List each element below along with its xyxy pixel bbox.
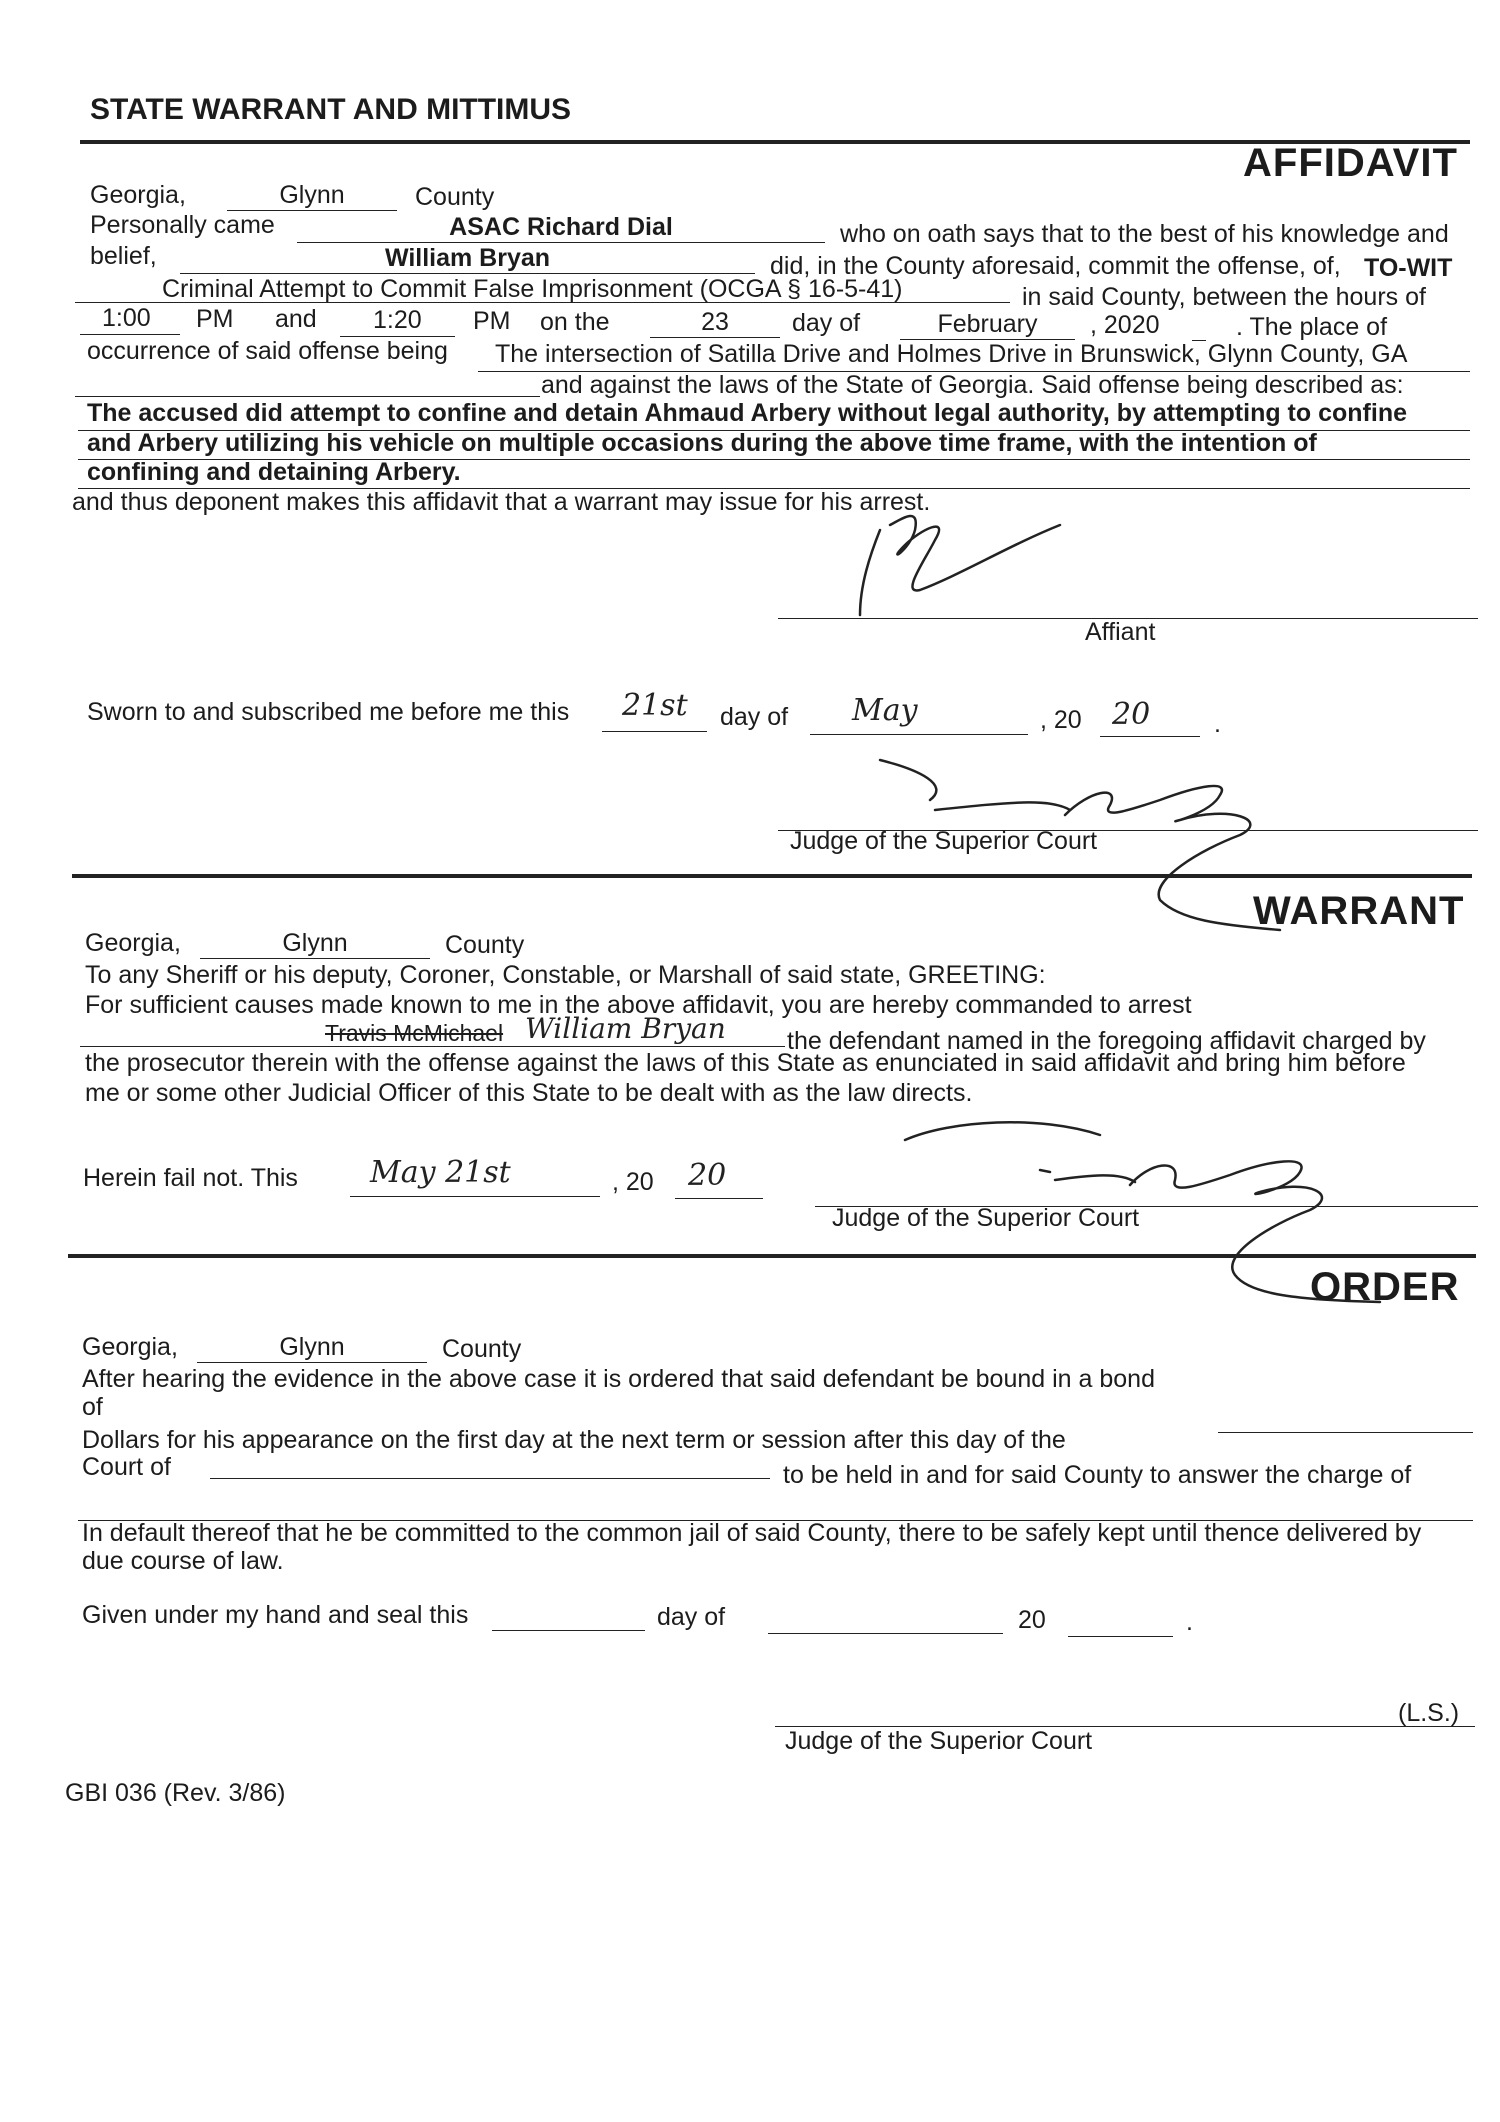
offense-place: The intersection of Satilla Drive and Holmes Drive in Brunswick, Glynn County, GA	[495, 340, 1408, 368]
offense-day: 23	[701, 308, 729, 336]
court-of-underline	[210, 1478, 770, 1479]
offense-name: Criminal Attempt to Commit False Imprisonment (OCGA § 16-5-41)	[162, 275, 903, 303]
hearing-text: After hearing the evidence in the above case it is ordered that said defendant be bound in a bond	[82, 1365, 1155, 1393]
commit-text: did, in the County aforesaid, commit the offense, of,	[770, 252, 1341, 280]
struck-defendant-name: Travis McMichael	[325, 1020, 504, 1046]
warrant-year-prefix: , 20	[612, 1168, 654, 1196]
affidavit-county-label: County	[415, 183, 495, 211]
dollars-text: Dollars for his appearance on the first day at the next term or session after this day of the	[82, 1426, 1066, 1454]
personally-came-label: Personally came	[90, 211, 275, 239]
held-text: to be held in and for said County to answer the charge of	[783, 1461, 1412, 1489]
warrant-date-handwritten: May 21st	[370, 1155, 511, 1190]
and-label: and	[275, 305, 317, 333]
oath-text: who on oath says that to the best of his knowledge and	[840, 220, 1449, 248]
sworn-month-handwritten: May	[852, 693, 918, 728]
warrant-causes-text: For sufficient causes made known to me in the above affidavit, you are hereby commanded to arrest	[85, 991, 1192, 1019]
affidavit-section-rule	[72, 874, 1472, 878]
warrant-county-value: Glynn	[282, 929, 348, 957]
default-line-1: In default thereof that he be committed to the common jail of said County, there to be safely kept until thence delivered by	[82, 1519, 1422, 1547]
place-continuation-underline	[75, 396, 540, 397]
form-title: STATE WARRANT AND MITTIMUS	[90, 93, 572, 126]
time-from-underline	[80, 334, 180, 335]
court-of-label: Court of	[82, 1453, 171, 1481]
description-line-1: The accused did attempt to confine and detain Ahmaud Arbery without legal authority, by attempting to confine	[87, 399, 1407, 427]
accused-name: William Bryan	[384, 244, 551, 272]
offense-underline	[75, 302, 1010, 303]
order-county-value: Glynn	[279, 1333, 345, 1361]
defendant-text: the defendant named in the foregoing affidavit charged by	[787, 1027, 1426, 1055]
occurrence-label: occurrence of said offense being	[87, 337, 448, 365]
sworn-day-underline	[602, 731, 707, 732]
belief-label: belief,	[90, 242, 157, 270]
sworn-year-prefix: , 20	[1040, 706, 1082, 734]
hours-text: in said County, between the hours of	[1022, 283, 1426, 311]
given-text: Given under my hand and seal this	[82, 1601, 469, 1629]
affiant-label: Affiant	[1085, 618, 1156, 646]
to-wit-label: TO-WIT	[1364, 254, 1453, 282]
seal-label: (L.S.)	[1398, 1699, 1460, 1727]
warrant-greeting: To any Sheriff or his deputy, Coroner, Constable, or Marshall of said state, GREETING:	[85, 961, 1046, 989]
time-from: 1:00	[102, 304, 151, 332]
warrant-date-underline	[350, 1196, 600, 1197]
bond-of-label: of	[82, 1393, 103, 1421]
day-of-label: day of	[792, 309, 861, 337]
offense-month: February	[937, 310, 1038, 338]
place-of-label: . The place of	[1236, 313, 1388, 341]
sworn-year-handwritten: 20	[1112, 697, 1151, 732]
sworn-year-underline	[1100, 736, 1200, 737]
fail-not-text: Herein fail not. This	[83, 1164, 298, 1192]
sworn-month-underline	[810, 734, 1028, 735]
judge-label-order: Judge of the Superior Court	[785, 1727, 1093, 1755]
form-number: GBI 036 (Rev. 3/86)	[65, 1779, 286, 1807]
description-line-3: confining and detaining Arbery.	[87, 458, 461, 486]
description-line-2: and Arbery utilizing his vehicle on multiple occasions during the above time frame, with the intention of	[87, 429, 1317, 457]
sworn-period: .	[1214, 710, 1221, 738]
affiant-name: ASAC Richard Dial	[449, 213, 673, 241]
warrant-line-3: me or some other Judicial Officer of this State to be dealt with as the law directs.	[85, 1079, 973, 1107]
judge-label-affidavit: Judge of the Superior Court	[790, 827, 1098, 855]
offense-day-underline	[650, 337, 780, 338]
bond-amount-underline	[1218, 1432, 1473, 1433]
given-day-underline	[492, 1630, 645, 1631]
warrant-county-label: County	[445, 931, 525, 959]
given-day-of-label: day of	[657, 1603, 726, 1631]
given-month-underline	[768, 1633, 1003, 1634]
warrant-section-rule	[68, 1254, 1476, 1258]
warrant-year-handwritten: 20	[688, 1158, 727, 1193]
affidavit-state-label: Georgia,	[90, 181, 186, 209]
given-year-underline	[1068, 1636, 1173, 1637]
warrant-year-underline	[675, 1198, 763, 1199]
sworn-day-handwritten: 21st	[622, 688, 688, 723]
warrant-state-label: Georgia,	[85, 929, 181, 957]
on-the-label: on the	[540, 308, 610, 336]
default-line-2: due course of law.	[82, 1547, 284, 1575]
affidavit-county-value: Glynn	[279, 181, 345, 209]
laws-text: and against the laws of the State of Georgia. Said offense being described as:	[541, 371, 1404, 399]
time-to: 1:20	[373, 306, 422, 334]
order-county-underline	[197, 1362, 427, 1363]
sworn-day-of-label: day of	[720, 703, 789, 731]
order-heading: ORDER	[1310, 1265, 1460, 1309]
warrant-line-2: the prosecutor therein with the offense against the laws of this State as enunciated in said affidavit and bring him before	[85, 1049, 1406, 1077]
offense-year: , 2020	[1090, 311, 1160, 339]
time-from-pm: PM	[196, 305, 234, 333]
handwritten-defendant-name: William Bryan	[525, 1012, 726, 1045]
defendant-name-underline	[80, 1046, 785, 1047]
order-state-label: Georgia,	[82, 1333, 178, 1361]
given-period: .	[1186, 1608, 1193, 1636]
time-to-pm: PM	[473, 307, 511, 335]
warrant-county-underline	[200, 958, 430, 959]
affidavit-heading: AFFIDAVIT	[1243, 141, 1458, 185]
sworn-text: Sworn to and subscribed me before me this	[87, 698, 570, 726]
deponent-text: and thus deponent makes this affidavit that a warrant may issue for his arrest.	[72, 488, 931, 516]
judge-label-warrant: Judge of the Superior Court	[832, 1204, 1140, 1232]
order-county-label: County	[442, 1335, 522, 1363]
warrant-heading: WARRANT	[1253, 889, 1465, 933]
given-year-label: 20	[1018, 1606, 1046, 1634]
affiant-signature	[840, 485, 1120, 625]
